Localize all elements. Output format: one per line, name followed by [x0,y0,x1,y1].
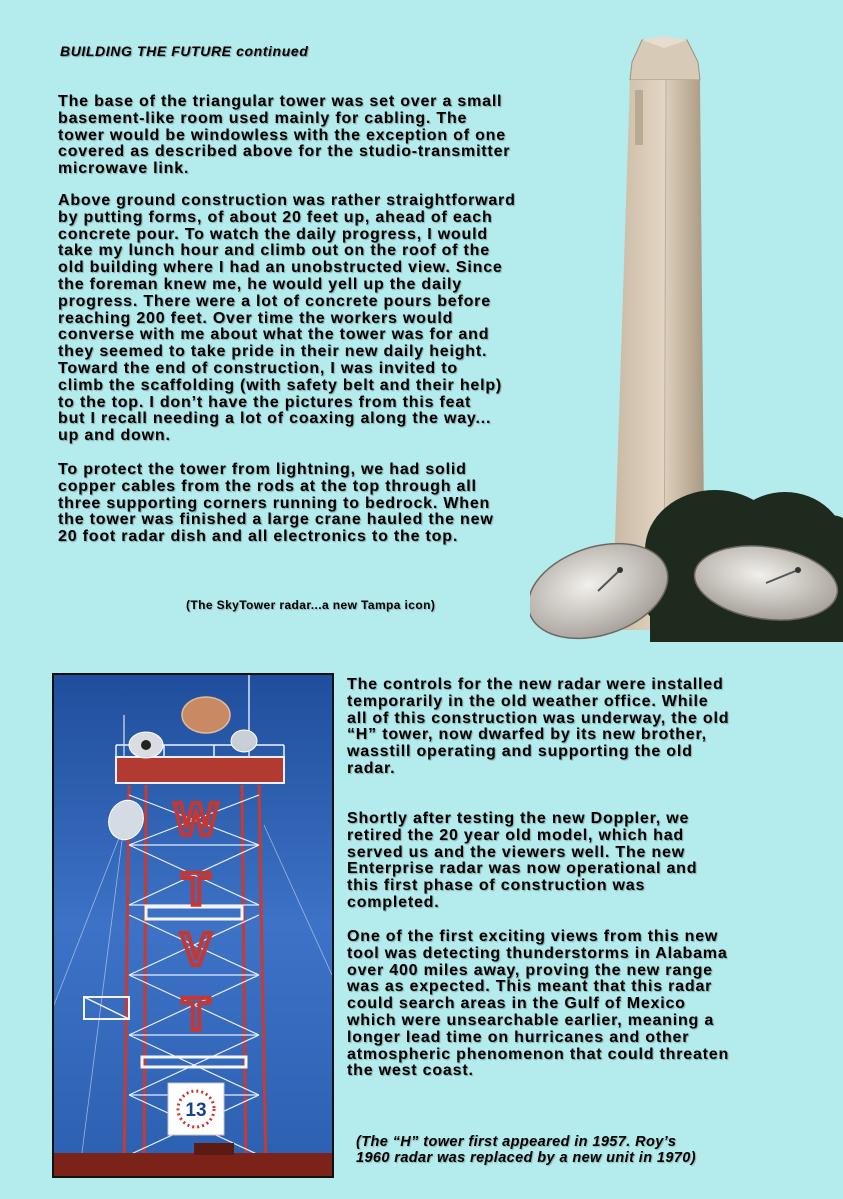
sign-letter: W [174,793,218,845]
paragraph-tower-base: The base of the triangular tower was set over a small basement-like room used mainly for cabling. The tower would be windowless with the exception of one covered as described above for the studio-transmitter microwave link. [58,93,511,178]
sign-letter: V [180,923,212,975]
h-tower-photo [52,673,334,1178]
paragraph-thunderstorms: One of the first exciting views from this new tool was detecting thunderstorms in Alabama over 400 miles away, proving the new range was as expected. This meant that this radar could search areas in the Gulf of Mexico which were unsearchable earlier, meaning a longer lead time on hurricanes and other atmospheric phenomenon that could threaten the west coast. [347,928,730,1080]
channel-13-logo [168,1083,224,1135]
skytower-caption: (The SkyTower radar...a new Tampa icon) [186,598,436,612]
paragraph-doppler: Shortly after testing the new Doppler, we retired the 20 year old model, which had served us and the viewers well. The new Enterprise radar was now operational and this first phase of construction was completed. [347,810,698,911]
h-tower-caption: (The “H” tower first appeared in 1957. Roy’s 1960 radar was replaced by a new unit in 1970) [356,1134,696,1166]
paragraph-lightning: To protect the tower from lightning, we had solid copper cables from the rods at the top through all three supporting corners running to bedrock. When the tower was finished a large crane hauled the new 20 foot radar dish and all electronics to the top. [58,461,494,546]
skytower-photo [530,30,843,642]
paragraph-controls: The controls for the new radar were installed temporarily in the old weather office. While all of this construction was underway, the old “H” tower, now dwarfed by its new brother, wasstill operating and supporting the old radar. [347,676,730,777]
paragraph-construction: Above ground construction was rather straightforward by putting forms, of about 20 feet up, ahead of each concrete pour. To watch the daily progress, I would take my lunch hour and climb out on the roof of the old building where I had an unobstructed view. Since the foreman knew me, he would yell up the daily progress. There were a lot of concrete pours before reaching 200 feet. Over time the workers would converse with me about what the tower was for and they seemed to take pride in their new daily height. Toward the end of construction, I was invited to climb the scaffolding (with safety belt and their help) to the top. I don’t have the pictures from this feat but I recall needing a lot of coaxing along the way... up and down. [58,192,516,445]
page-heading: BUILDING THE FUTURE continued [60,43,309,59]
sign-letter: T [181,988,211,1040]
logo-number: 13 [185,1100,207,1121]
sign-letter: T [181,863,211,915]
